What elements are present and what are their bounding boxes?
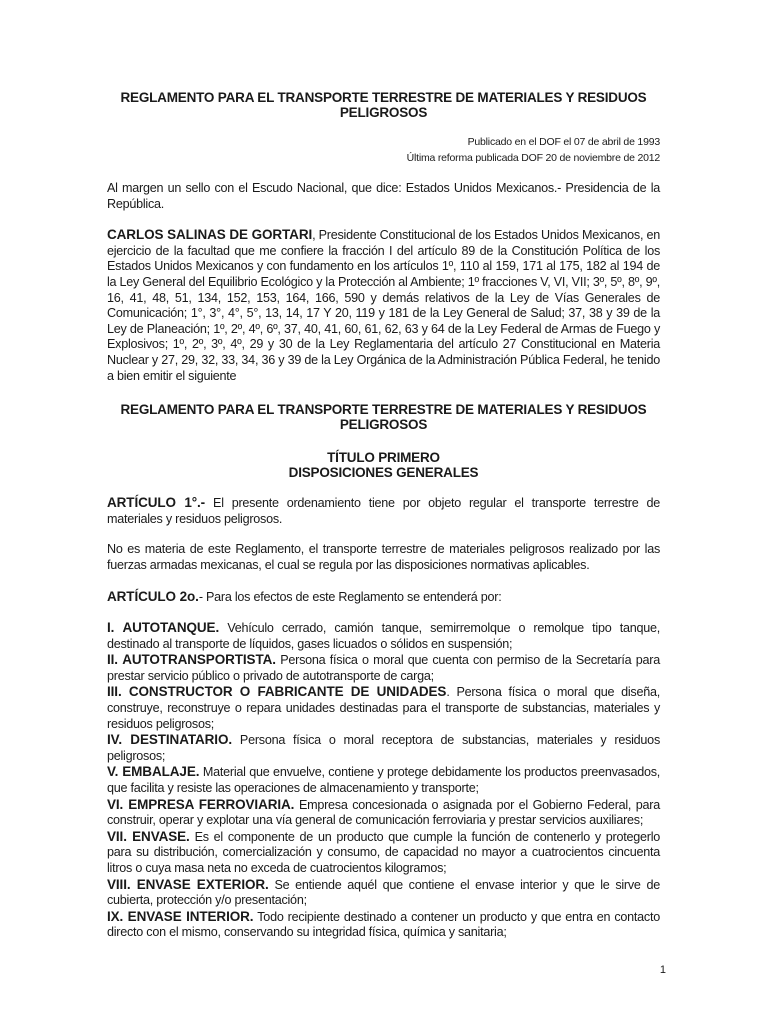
preamble-paragraph xyxy=(107,227,660,384)
titulo-number: TÍTULO PRIMERO xyxy=(327,450,440,466)
definition-text: Es el componente de un producto que cumple la función de contenerlo y protegerlo para su distribución, comercialización y consumo, de capacidad no mayor a cuatrocientos cincuenta litros o cuya masa neta no exceda de cuatrocientos kilogramos; xyxy=(107,829,660,875)
definition-term: IV. DESTINATARIO. xyxy=(107,732,232,748)
definition-term: VII. ENVASE. xyxy=(107,828,190,844)
definition-item xyxy=(107,829,660,877)
definition-item xyxy=(107,652,660,684)
definition-item xyxy=(107,877,660,909)
definition-term: V. EMBALAJE. xyxy=(107,764,200,780)
definition-text: Vehículo cerrado, camión tanque, semirremolque o remolque tipo tanque, destinado al transporte de líquidos, gases licuados o sólidos en suspensión; xyxy=(107,621,660,651)
margin-note: Al margen un sello con el Escudo Nacional, que dice: Estados Unidos Mexicanos.- Presidencia de la República. xyxy=(107,181,660,211)
title-heading xyxy=(107,450,660,480)
definition-item xyxy=(107,764,660,796)
definition-text: Material que envuelve, contiene y protege debidamente los productos preenvasados, que facilita y resiste las operaciones de almacenamiento y transporte; xyxy=(107,765,660,796)
article-1-paragraph-2: No es materia de este Reglamento, el transporte terrestre de materiales peligrosos realizado por las fuerzas armadas mexicanas, el cual se regula por las disposiciones normativas aplicables. xyxy=(107,542,660,572)
titulo-name: DISPOSICIONES GENERALES xyxy=(288,465,479,481)
article-2 xyxy=(107,589,660,606)
definition-term: IX. ENVASE INTERIOR. xyxy=(107,908,254,924)
publication-info xyxy=(107,134,660,166)
regulation-title: REGLAMENTO PARA EL TRANSPORTE TERRESTRE DE MATERIALES Y RESIDUOS PELIGROSOS xyxy=(120,402,647,433)
last-reform-date: Última reforma publicada DOF 20 de noviembre de 2012 xyxy=(406,152,660,164)
definition-item xyxy=(107,732,660,764)
definition-term: VI. EMPRESA FERROVIARIA. xyxy=(107,796,295,812)
definitions-list xyxy=(107,620,660,941)
definition-text: Persona física o moral que cuenta con permiso de la Secretaría para prestar servicio público o privado de autotransporte de carga; xyxy=(107,653,660,683)
article-1-text: El presente ordenamiento tiene por objeto regular el transporte terrestre de materiales y residuos peligrosos. xyxy=(107,496,660,526)
article-2-text: - Para los efectos de este Reglamento se entenderá por: xyxy=(198,589,502,604)
document-page xyxy=(107,90,660,941)
page-number: 1 xyxy=(659,964,666,976)
article-1-label: ARTÍCULO 1°.- xyxy=(107,495,206,511)
article-2-label: ARTÍCULO 2o. xyxy=(107,588,199,604)
president-name: CARLOS SALINAS DE GORTARI xyxy=(107,227,313,243)
definition-text: Se entiende aquél que contiene el envase interior y que le sirve de cubierta, protección y/o presentación; xyxy=(107,877,660,908)
definition-term: VIII. ENVASE EXTERIOR. xyxy=(107,876,269,892)
published-date: Publicado en el DOF el 07 de abril de 1993 xyxy=(467,136,660,148)
definition-term: II. AUTOTRANSPORTISTA. xyxy=(107,652,276,668)
definition-text: Persona física o moral receptora de substancias, materiales y residuos peligrosos; xyxy=(107,733,660,763)
definition-item xyxy=(107,909,660,941)
definition-term: I. AUTOTANQUE. xyxy=(107,620,220,636)
article-1 xyxy=(107,495,660,527)
preamble-text: , Presidente Constitucional de los Estados Unidos Mexicanos, en ejercicio de la facultad que me confiere la fracción I del artículo 89 de la Constitución Política de los Estados Unidos Mexicanos y con fundamento en los artículos 1º, 110 al 159, 171 al 175, 182 al 194 de la Ley General del Equilibrio Ecológico y la Protección al Ambiente; 1º fracciones V, VI, VII; 3º, 5º, 8º, 9º, 16, 41, 48, 51, 134, 152, 153, 164, 166, 590 y demás relativos de la Ley de Vías Generales de Comunicación; 1°, 3°, 4°, 5°, 13, 14, 17 Y 20, 119 y 181 de la Ley General de Salud; 37, 38 y 39 de la Ley de Planeación; 1º, 2º, 4º, 6º, 37, 40, 41, 60, 61, 62, 63 y 64 de la Ley Federal de Armas de Fuego y Explosivos; 1º, 2º, 3º, 4º, 29 y 30 de la Ley Reglamentaria del artículo 27 Constitucional en Materia Nuclear y 27, 29, 32, 33, 34, 36 y 39 de la Ley Orgánica de la Administración Pública Federal, he tenido a bien emitir el siguiente xyxy=(107,228,660,383)
definition-text: . Persona física o moral que diseña, construye, reconstruye o repara unidades destinadas para el transporte de substancias, materiales y residuos peligrosos; xyxy=(107,685,660,731)
document-title: REGLAMENTO PARA EL TRANSPORTE TERRESTRE DE MATERIALES Y RESIDUOS PELIGROSOS xyxy=(120,90,647,120)
definition-item xyxy=(107,797,660,829)
definition-item xyxy=(107,620,660,652)
definition-term: III. CONSTRUCTOR O FABRICANTE DE UNIDADES xyxy=(107,684,447,700)
definition-text: Todo recipiente destinado a contener un producto y que entra en contacto directo con el mismo, conservando su integridad física, química y sanitaria; xyxy=(107,909,660,940)
definition-item xyxy=(107,684,660,732)
definition-text: Empresa concesionada o asignada por el Gobierno Federal, para construir, operar y explotar una vía general de comunicación ferroviaria y prestar servicios auxiliares; xyxy=(107,797,660,828)
